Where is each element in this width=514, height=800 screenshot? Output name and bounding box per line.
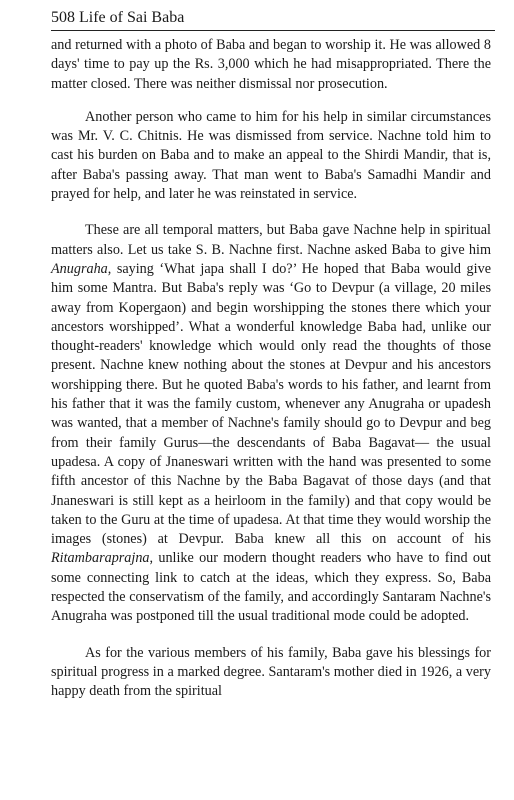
italic-term: Ritambaraprajna xyxy=(51,550,150,567)
paragraph-3 xyxy=(51,221,491,626)
text-run: As for the various members of his family, Baba gave his blessings for spiritual progress in a marked degree. Santaram's mother died in 1926, a very happy death from the spiritual xyxy=(51,644,491,700)
text-run: Another person who came to him for his help in similar circumstances was Mr. V. C. Chitnis. He was dismissed from service. Nachne told him to cast his burden on Baba and to make an appeal to the Shirdi Mandir, that is, after Baba's passing away. That man went to Baba's Samadhi Mandir and prayed for help, and later he was reinstated in service. xyxy=(51,108,491,203)
paragraph-2 xyxy=(51,108,491,204)
running-header xyxy=(51,8,491,28)
running-title: Life of Sai Baba xyxy=(79,9,185,26)
text-run: These are all temporal matters, but Baba gave Nachne help in spiritual matters also. Let us take S. B. Nachne first. Nachne asked Baba to give him xyxy=(51,222,491,258)
italic-term: Anugraha xyxy=(51,260,108,277)
book-page xyxy=(51,8,491,702)
paragraph-4 xyxy=(51,644,491,702)
paragraph-1 xyxy=(51,36,491,94)
text-run: , unlike our modern thought readers who have to find out some connecting link to catch at the ideas, which they express. So, Baba respected the conservatism of the family, and accordingly Santaram Nachne's Anugraha was postponed till the usual traditional mode could be adopted. xyxy=(51,550,491,625)
text-run: and returned with a photo of Baba and began to worship it. He was allowed 8 days' time to pay up the Rs. 3,000 which he had misappropriated. There the matter closed. There was neither dismissal nor prosecution. xyxy=(51,37,491,92)
text-run: , saying ‘What japa shall I do?’ He hoped that Baba would give him some Mantra. But Baba's reply was ‘Go to Devpur (a village, 20 miles away from Kopergaon) and begin worshipping the stones there which your ancestors worshipped’. What a wonderful knowledge Baba had, unlike our thought-readers' knowledge which would only read the thoughts of those present. Nachne knew nothing about the stones at Devpur and his ancestors worshipping there. But he quoted Baba's words to his father, and learnt from his father that it was the family custom, whenever any Anugraha or upadesh was wanted, that a member of Nachne's family should go to Devpur and beg from their family Gurus—the descendants of Baba Bagavat— the usual upadesa. A copy of Jnaneswari written with the hand was presented to some fifth ancestor of this Nachne by the Baba Bagavat of those days (and that Jnaneswari is still kept as a heirloom in the family) and that copy would be taken to the Guru at the time of upadesa. At that time they would worship the images (stones) at Devpur. Baba knew all this on account of his xyxy=(51,260,491,548)
page-number: 508 xyxy=(51,9,75,26)
header-rule xyxy=(51,30,495,31)
